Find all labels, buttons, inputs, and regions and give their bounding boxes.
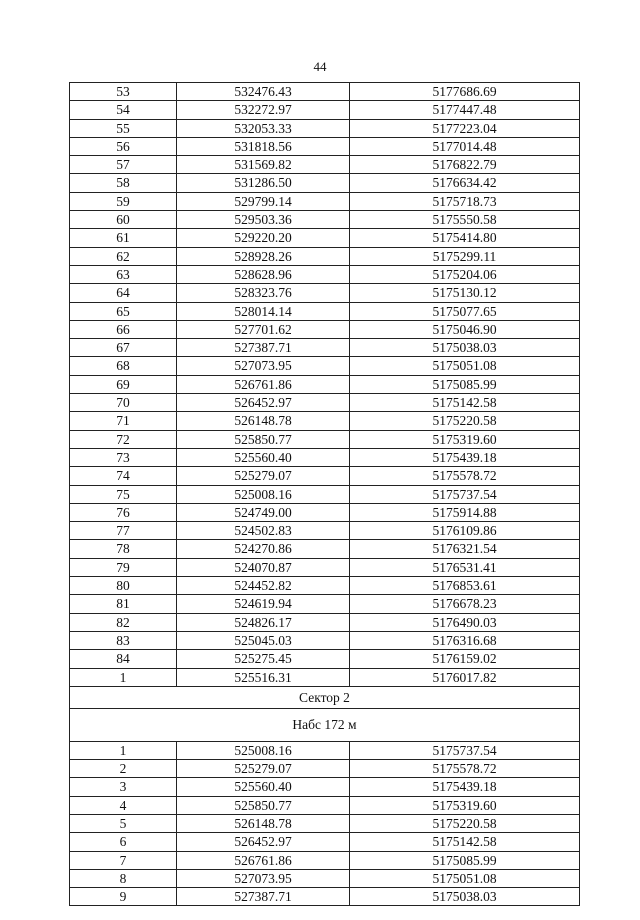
table-row — [70, 375, 580, 393]
table-row — [70, 558, 580, 576]
x-coordinate-cell: 527073.95 — [177, 869, 350, 887]
x-coordinate-cell: 529503.36 — [177, 211, 350, 229]
table-row — [70, 265, 580, 283]
point-number-cell: 80 — [70, 577, 177, 595]
point-number-cell: 53 — [70, 83, 177, 101]
point-number-cell: 83 — [70, 631, 177, 649]
table-row — [70, 284, 580, 302]
point-number-cell: 54 — [70, 101, 177, 119]
table-row — [70, 101, 580, 119]
x-coordinate-cell: 526452.97 — [177, 394, 350, 412]
point-number-cell: 8 — [70, 869, 177, 887]
point-number-cell: 59 — [70, 192, 177, 210]
point-number-cell: 57 — [70, 156, 177, 174]
page-number: 44 — [313, 59, 327, 74]
table-row — [70, 357, 580, 375]
x-coordinate-cell: 525516.31 — [177, 668, 350, 686]
point-number-cell: 65 — [70, 302, 177, 320]
table-row — [70, 211, 580, 229]
y-coordinate-cell: 5176017.82 — [350, 668, 580, 686]
x-coordinate-cell: 528323.76 — [177, 284, 350, 302]
y-coordinate-cell: 5175077.65 — [350, 302, 580, 320]
x-coordinate-cell: 525560.40 — [177, 448, 350, 466]
y-coordinate-cell: 5175718.73 — [350, 192, 580, 210]
y-coordinate-cell: 5177223.04 — [350, 119, 580, 137]
y-coordinate-cell: 5176853.61 — [350, 577, 580, 595]
point-number-cell: 4 — [70, 796, 177, 814]
table-row — [70, 577, 580, 595]
x-coordinate-cell: 529799.14 — [177, 192, 350, 210]
x-coordinate-cell: 526761.86 — [177, 375, 350, 393]
y-coordinate-cell: 5175578.72 — [350, 760, 580, 778]
height-title: Набс 172 м — [70, 708, 580, 741]
x-coordinate-cell: 526761.86 — [177, 851, 350, 869]
y-coordinate-cell: 5175051.08 — [350, 357, 580, 375]
point-number-cell: 1 — [70, 741, 177, 759]
y-coordinate-cell: 5175578.72 — [350, 467, 580, 485]
x-coordinate-cell: 527073.95 — [177, 357, 350, 375]
y-coordinate-cell: 5176634.42 — [350, 174, 580, 192]
point-number-cell: 6 — [70, 833, 177, 851]
y-coordinate-cell: 5175319.60 — [350, 796, 580, 814]
point-number-cell: 77 — [70, 522, 177, 540]
table-row — [70, 83, 580, 101]
table-row — [70, 119, 580, 137]
table-row — [70, 192, 580, 210]
point-number-cell: 70 — [70, 394, 177, 412]
point-number-cell: 7 — [70, 851, 177, 869]
x-coordinate-cell: 528928.26 — [177, 247, 350, 265]
y-coordinate-cell: 5175737.54 — [350, 741, 580, 759]
table-row — [70, 595, 580, 613]
y-coordinate-cell: 5176822.79 — [350, 156, 580, 174]
point-number-cell: 3 — [70, 778, 177, 796]
y-coordinate-cell: 5175914.88 — [350, 503, 580, 521]
y-coordinate-cell: 5176678.23 — [350, 595, 580, 613]
point-number-cell: 79 — [70, 558, 177, 576]
y-coordinate-cell: 5176316.68 — [350, 631, 580, 649]
table-row — [70, 741, 580, 759]
x-coordinate-cell: 526148.78 — [177, 814, 350, 832]
table-row — [70, 320, 580, 338]
coordinates-table — [69, 82, 580, 906]
point-number-cell: 55 — [70, 119, 177, 137]
x-coordinate-cell: 524270.86 — [177, 540, 350, 558]
table-row — [70, 796, 580, 814]
x-coordinate-cell: 525008.16 — [177, 485, 350, 503]
y-coordinate-cell: 5175220.58 — [350, 412, 580, 430]
y-coordinate-cell: 5175142.58 — [350, 833, 580, 851]
point-number-cell: 71 — [70, 412, 177, 430]
table-row — [70, 339, 580, 357]
y-coordinate-cell: 5176109.86 — [350, 522, 580, 540]
y-coordinate-cell: 5177014.48 — [350, 137, 580, 155]
point-number-cell: 74 — [70, 467, 177, 485]
table-row — [70, 888, 580, 906]
x-coordinate-cell: 531818.56 — [177, 137, 350, 155]
table-row — [70, 613, 580, 631]
table-row — [70, 760, 580, 778]
table-row — [70, 247, 580, 265]
table-row — [70, 485, 580, 503]
point-number-cell: 2 — [70, 760, 177, 778]
y-coordinate-cell: 5175439.18 — [350, 778, 580, 796]
point-number-cell: 9 — [70, 888, 177, 906]
point-number-cell: 75 — [70, 485, 177, 503]
x-coordinate-cell: 526452.97 — [177, 833, 350, 851]
y-coordinate-cell: 5176159.02 — [350, 650, 580, 668]
table-row — [70, 851, 580, 869]
table-row — [70, 869, 580, 887]
x-coordinate-cell: 524749.00 — [177, 503, 350, 521]
table-row — [70, 448, 580, 466]
point-number-cell: 66 — [70, 320, 177, 338]
point-number-cell: 69 — [70, 375, 177, 393]
point-number-cell: 1 — [70, 668, 177, 686]
point-number-cell: 64 — [70, 284, 177, 302]
y-coordinate-cell: 5175038.03 — [350, 888, 580, 906]
point-number-cell: 61 — [70, 229, 177, 247]
point-number-cell: 73 — [70, 448, 177, 466]
table-row — [70, 540, 580, 558]
point-number-cell: 5 — [70, 814, 177, 832]
x-coordinate-cell: 525275.45 — [177, 650, 350, 668]
table-row — [70, 631, 580, 649]
point-number-cell: 78 — [70, 540, 177, 558]
y-coordinate-cell: 5176490.03 — [350, 613, 580, 631]
table-row — [70, 522, 580, 540]
point-number-cell: 68 — [70, 357, 177, 375]
x-coordinate-cell: 525008.16 — [177, 741, 350, 759]
x-coordinate-cell: 529220.20 — [177, 229, 350, 247]
y-coordinate-cell: 5175038.03 — [350, 339, 580, 357]
y-coordinate-cell: 5175550.58 — [350, 211, 580, 229]
table-row — [70, 412, 580, 430]
y-coordinate-cell: 5175130.12 — [350, 284, 580, 302]
x-coordinate-cell: 531286.50 — [177, 174, 350, 192]
height-title-row — [70, 708, 580, 741]
y-coordinate-cell: 5175051.08 — [350, 869, 580, 887]
point-number-cell: 76 — [70, 503, 177, 521]
x-coordinate-cell: 531569.82 — [177, 156, 350, 174]
point-number-cell: 60 — [70, 211, 177, 229]
y-coordinate-cell: 5176531.41 — [350, 558, 580, 576]
point-number-cell: 67 — [70, 339, 177, 357]
x-coordinate-cell: 525045.03 — [177, 631, 350, 649]
y-coordinate-cell: 5177686.69 — [350, 83, 580, 101]
table-row — [70, 302, 580, 320]
table-row — [70, 467, 580, 485]
y-coordinate-cell: 5177447.48 — [350, 101, 580, 119]
x-coordinate-cell: 525850.77 — [177, 430, 350, 448]
table-row — [70, 833, 580, 851]
x-coordinate-cell: 527387.71 — [177, 888, 350, 906]
y-coordinate-cell: 5175046.90 — [350, 320, 580, 338]
table-row — [70, 137, 580, 155]
y-coordinate-cell: 5175204.06 — [350, 265, 580, 283]
y-coordinate-cell: 5175085.99 — [350, 375, 580, 393]
sector-title-row — [70, 686, 580, 708]
table-row — [70, 174, 580, 192]
x-coordinate-cell: 532053.33 — [177, 119, 350, 137]
x-coordinate-cell: 524070.87 — [177, 558, 350, 576]
sector-title: Сектор 2 — [70, 686, 580, 708]
y-coordinate-cell: 5175439.18 — [350, 448, 580, 466]
point-number-cell: 62 — [70, 247, 177, 265]
point-number-cell: 84 — [70, 650, 177, 668]
point-number-cell: 56 — [70, 137, 177, 155]
y-coordinate-cell: 5175319.60 — [350, 430, 580, 448]
x-coordinate-cell: 528628.96 — [177, 265, 350, 283]
x-coordinate-cell: 532476.43 — [177, 83, 350, 101]
table-row — [70, 229, 580, 247]
x-coordinate-cell: 524452.82 — [177, 577, 350, 595]
point-number-cell: 82 — [70, 613, 177, 631]
table-row — [70, 814, 580, 832]
y-coordinate-cell: 5176321.54 — [350, 540, 580, 558]
y-coordinate-cell: 5175737.54 — [350, 485, 580, 503]
x-coordinate-cell: 527387.71 — [177, 339, 350, 357]
x-coordinate-cell: 525560.40 — [177, 778, 350, 796]
y-coordinate-cell: 5175085.99 — [350, 851, 580, 869]
table-row — [70, 778, 580, 796]
x-coordinate-cell: 527701.62 — [177, 320, 350, 338]
y-coordinate-cell: 5175220.58 — [350, 814, 580, 832]
x-coordinate-cell: 524502.83 — [177, 522, 350, 540]
table-row — [70, 668, 580, 686]
x-coordinate-cell: 532272.97 — [177, 101, 350, 119]
y-coordinate-cell: 5175299.11 — [350, 247, 580, 265]
x-coordinate-cell: 524826.17 — [177, 613, 350, 631]
table-row — [70, 650, 580, 668]
point-number-cell: 63 — [70, 265, 177, 283]
x-coordinate-cell: 525850.77 — [177, 796, 350, 814]
table-row — [70, 430, 580, 448]
x-coordinate-cell: 524619.94 — [177, 595, 350, 613]
table-row — [70, 394, 580, 412]
x-coordinate-cell: 528014.14 — [177, 302, 350, 320]
table-row — [70, 503, 580, 521]
point-number-cell: 58 — [70, 174, 177, 192]
x-coordinate-cell: 525279.07 — [177, 467, 350, 485]
table-row — [70, 156, 580, 174]
x-coordinate-cell: 525279.07 — [177, 760, 350, 778]
y-coordinate-cell: 5175414.80 — [350, 229, 580, 247]
coordinates-table-body — [70, 83, 580, 906]
x-coordinate-cell: 526148.78 — [177, 412, 350, 430]
point-number-cell: 72 — [70, 430, 177, 448]
point-number-cell: 81 — [70, 595, 177, 613]
y-coordinate-cell: 5175142.58 — [350, 394, 580, 412]
